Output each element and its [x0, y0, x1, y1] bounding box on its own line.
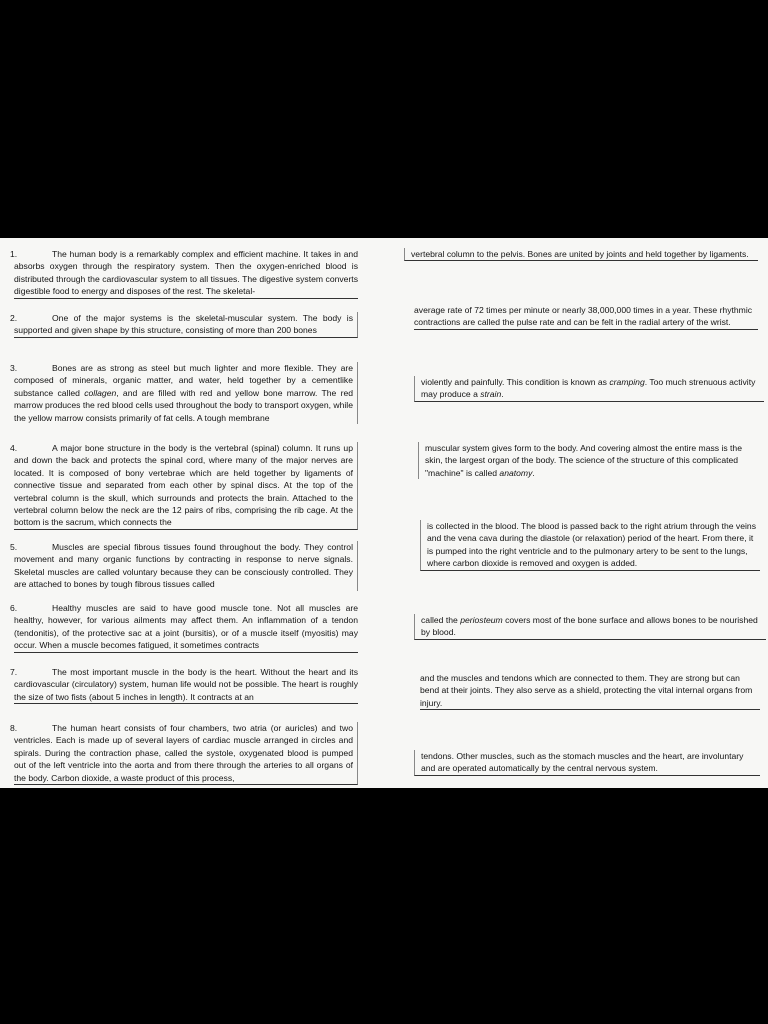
continuation-f — [414, 614, 766, 640]
continuation-text: average rate of 72 times per minute or nearly 38,000,000 times in a year. These rhythmic contractions are called the pulse rate and can be felt in the radial artery of the wrist. — [414, 304, 758, 330]
paragraph-number: 5. — [10, 542, 18, 552]
paragraph-text: The human heart consists of four chambers, two atria (or auricles) and two ventricles. Each is made up of several layers of cardiac muscle arranged in circles and spirals. During the contraction phase, called the systole, oxygenated blood is pumped out of the left ventricle into the aorta and from there through the arteries to all organs of the body. Carbon dioxide, a waste product of this process, — [14, 722, 358, 785]
paragraph-6 — [10, 602, 358, 653]
paragraph-4 — [10, 442, 358, 530]
continuation-g — [420, 672, 760, 710]
paragraph-number: 6. — [10, 603, 18, 613]
paragraph-text: A major bone structure in the body is the vertebral (spinal) column. It runs up and down the back and protects the spinal cord, where many of the major nerves are located. It is composed of bony vertebrae which are held together by ligaments of connective tissue and separated from each other by spinal discs. At the top of the vertebral column is the skull, which surrounds and protects the brain. Attached to the vertebral column below the neck are the 12 pairs of ribs, comprising the rib cage. At the bottom is the sacrum, which connects the — [14, 442, 358, 530]
continuation-c — [414, 376, 764, 402]
paragraph-1 — [10, 248, 358, 299]
continuation-text: called the periosteum covers most of the bone surface and allows bones to be nourished by blood. — [414, 614, 766, 640]
paragraph-number: 2. — [10, 313, 18, 323]
paragraph-number: 1. — [10, 249, 18, 259]
continuation-text: muscular system gives form to the body. And covering almost the entire mass is the skin, the largest organ of the body. The science of the structure of this complicated "machine" is called anatomy. — [418, 442, 760, 479]
paragraph-number: 7. — [10, 667, 18, 677]
continuation-a — [404, 248, 758, 261]
continuation-e — [420, 520, 760, 571]
paragraph-5 — [10, 541, 358, 591]
paragraph-text: The human body is a remarkably complex and efficient machine. It takes in and absorbs oxygen through the respiratory system. Then the oxygen-enriched blood is distributed through the cardiovascular system to all tissues. The digestive system converts digestible food to energy and disposes of the rest. The skeletal- — [14, 248, 358, 299]
paragraph-text: One of the major systems is the skeletal-muscular system. The body is supported and given shape by this structure, consisting of more than 200 bones — [14, 312, 358, 338]
paragraph-3 — [10, 362, 358, 424]
paragraph-number: 3. — [10, 363, 18, 373]
continuation-h — [414, 750, 760, 776]
document-sheet — [0, 238, 768, 788]
continuation-d — [418, 442, 760, 479]
continuation-text: tendons. Other muscles, such as the stomach muscles and the heart, are involuntary and are operated automatically by the central nervous system. — [414, 750, 760, 776]
paragraph-7 — [10, 666, 358, 704]
continuation-text: and the muscles and tendons which are connected to them. They are strong but can bend at their joints. They also serve as a shield, protecting the vital internal organs from injury. — [420, 672, 760, 710]
paragraph-8 — [10, 722, 358, 785]
paragraph-2 — [10, 312, 358, 338]
paragraph-text: The most important muscle in the body is the heart. Without the heart and its cardiovascular (circulatory) system, human life would not be possible. The heart is roughly the size of two fists (about 5 inches in length). It contracts at an — [14, 666, 358, 704]
paragraph-number: 4. — [10, 443, 18, 453]
paragraph-number: 8. — [10, 723, 18, 733]
continuation-text: violently and painfully. This condition is known as cramping. Too much strenuous activity may produce a strain. — [414, 376, 764, 402]
paragraph-text: Bones are as strong as steel but much lighter and more flexible. They are composed of minerals, organic matter, and water, held together by a cementlike substance called collagen, and are filled with red and yellow bone marrow. The red marrow produces the red blood cells used throughout the body to transport oxygen, while the yellow marrow consists primarily of fat cells. A tough membrane — [14, 362, 358, 424]
paragraph-text: Muscles are special fibrous tissues found throughout the body. They control movement and many organic functions by contracting in response to nerve signals. Skeletal muscles are called voluntary because they can be consciously controlled. They are attached to bones by tough fibrous tissues called — [14, 541, 358, 591]
continuation-b — [414, 304, 758, 330]
paragraph-text: Healthy muscles are said to have good muscle tone. Not all muscles are healthy, however, for various ailments may affect them. An inflammation of a tendon (tendonitis), of the protective sac at a joint (bursitis), or of a muscle itself (myositis) may occur. When a muscle becomes fatigued, it sometimes contracts — [14, 602, 358, 653]
continuation-text: is collected in the blood. The blood is passed back to the right atrium through the veins and the vena cava during the diastole (or relaxation) period of the heart. From there, it is pumped into the right ventricle and to the pulmonary artery to be sent to the lungs, where carbon dioxide is removed and oxygen is added. — [420, 520, 760, 571]
continuation-text: vertebral column to the pelvis. Bones are united by joints and held together by ligaments. — [404, 248, 758, 261]
